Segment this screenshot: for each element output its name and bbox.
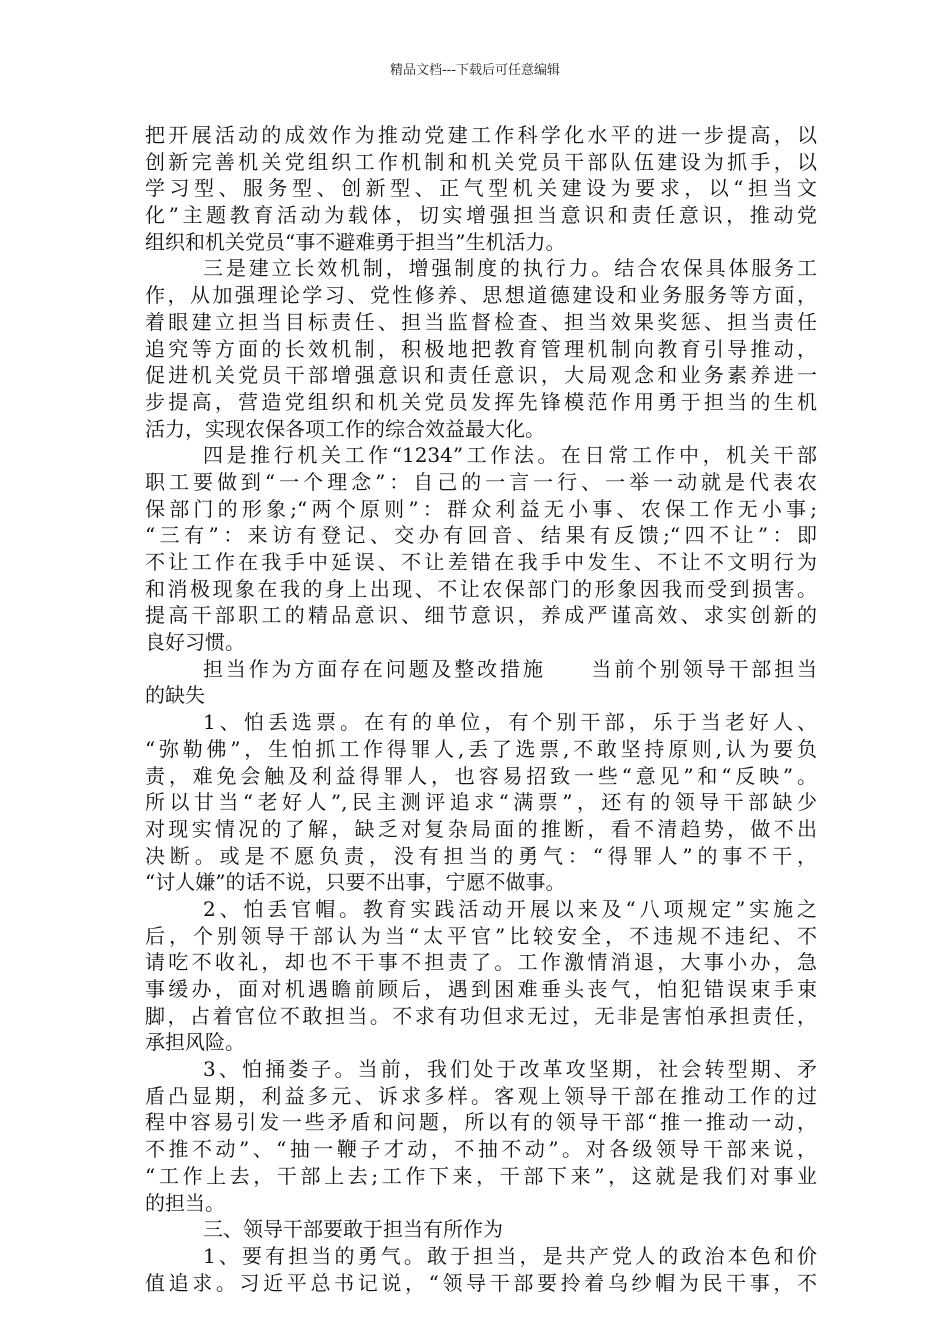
text-line: 所以甘当“老好人”,民主测评追求“满票”，还有的领导干部缺少 [145, 790, 817, 815]
text-line: 事缓办，面对机遇瞻前顾后，遇到困难垂头丧气，怕犯错误束手束 [145, 977, 817, 1001]
text-line: 的缺失 [145, 683, 205, 708]
text-line: 学习型、服务型、创新型、正气型机关建设为要求，以“担当文 [145, 176, 817, 201]
text-line: 决断。或是不愿负责，没有担当的勇气：“得罪人”的事不干， [145, 843, 817, 868]
page-header: 精品文档---下载后可任意编辑 [389, 63, 561, 78]
text-line: 承担风险。 [145, 1030, 245, 1055]
text-line: 1、怕丢选票。在有的单位，有个别干部，乐于当老好人、 [203, 710, 817, 735]
text-line: 对现实情况的了解，缺乏对复杂局面的推断，看不清趋势，做不出 [145, 816, 817, 841]
text-line: 良好习惯。 [145, 630, 245, 655]
text-line: 四是推行机关工作“1234”工作法。在日常工作中，机关干部 [203, 443, 817, 468]
text-line: 担当作为方面存在问题及整改措施 当前个别领导干部担当 [203, 656, 817, 681]
text-line: 值追求。习近平总书记说，“领导干部要拎着乌纱帽为民干事，不 [145, 1270, 817, 1295]
text-line: “弥勒佛”，生怕抓工作得罪人,丢了选票,不敢坚持原则,认为要负 [145, 736, 817, 761]
text-line: 组织和机关党员“事不避难勇于担当”生机活力。 [145, 229, 566, 254]
text-line: 后，个别领导干部认为当“太平官”比较安全，不违规不违纪、不 [145, 923, 817, 948]
text-line: 程中容易引发一些矛盾和问题，所以有的领导干部“推一推动一动， [145, 1110, 817, 1135]
text-line: 促进机关党员干部增强意识和责任意识，大局观念和业务素养进一 [145, 363, 817, 388]
text-line: 职工要做到“一个理念”：自己的一言一行、一举一动就是代表农 [145, 469, 817, 494]
text-line: 三、领导干部要敢于担当有所作为 [203, 1217, 503, 1242]
text-line: 作，从加强理论学习、党性修养、思想道德建设和业务服务等方面， [145, 283, 817, 308]
text-line: 1、要有担当的勇气。敢于担当，是共产党人的政治本色和价 [203, 1243, 817, 1268]
text-line: 不让工作在我手中延误、不让差错在我手中发生、不让不文明行为 [145, 550, 817, 574]
text-line: 步提高，营造党组织和机关党员发挥先锋模范作用勇于担当的生机 [145, 389, 817, 414]
text-line: 请吃不收礼，却也不干事不担责了。工作激情消退，大事小办，急 [145, 950, 817, 975]
text-line: 化”主题教育活动为载体，切实增强担当意识和责任意识，推动党 [145, 203, 817, 228]
text-line: 创新完善机关党组织工作机制和机关党员干部队伍建设为抓手，以 [145, 149, 817, 174]
text-line: “讨人嫌”的话不说，只要不出事，宁愿不做事。 [145, 870, 566, 895]
text-line: “工作上去，干部上去;工作下来，干部下来”，这就是我们对事业 [145, 1163, 817, 1188]
text-line: 2、怕丢官帽。教育实践活动开展以来及“八项规定”实施之 [203, 896, 817, 921]
text-line: 追究等方面的长效机制，积极地把教育管理机制向教育引导推动， [145, 336, 817, 361]
text-line: 的担当。 [145, 1190, 225, 1215]
text-line: 不推不动”、“抽一鞭子才动，不抽不动”。对各级领导干部来说， [145, 1137, 817, 1162]
text-line: 3、怕捅娄子。当前，我们处于改革攻坚期，社会转型期、矛 [203, 1057, 817, 1082]
text-line: 和消极现象在我的身上出现、不让农保部门的形象因我而受到损害。 [145, 576, 817, 601]
text-line: 三是建立长效机制，增强制度的执行力。结合农保具体服务工 [203, 256, 817, 281]
text-line: 把开展活动的成效作为推动党建工作科学化水平的进一步提高，以 [145, 123, 817, 147]
text-line: 提高干部职工的精品意识、细节意识，养成严谨高效、求实创新的 [145, 603, 817, 628]
document-body [145, 122, 817, 1296]
text-line: 着眼建立担当目标责任、担当监督检查、担当效果奖惩、担当责任 [145, 309, 817, 334]
text-line: 活力，实现农保各项工作的综合效益最大化。 [145, 416, 545, 441]
text-line: 保部门的形象;“两个原则”：群众利益无小事、农保工作无小事; [145, 496, 817, 521]
text-line: 盾凸显期，利益多元、诉求多样。客观上领导干部在推动工作的过 [145, 1083, 817, 1108]
text-line: 责，难免会触及利益得罪人，也容易招致一些“意见”和“反映”。 [145, 763, 817, 788]
text-line: “三有”：来访有登记、交办有回音、结果有反馈;“四不让”：即 [145, 523, 817, 548]
text-line: 脚，占着官位不敢担当。不求有功但求无过，无非是害怕承担责任， [145, 1003, 817, 1028]
